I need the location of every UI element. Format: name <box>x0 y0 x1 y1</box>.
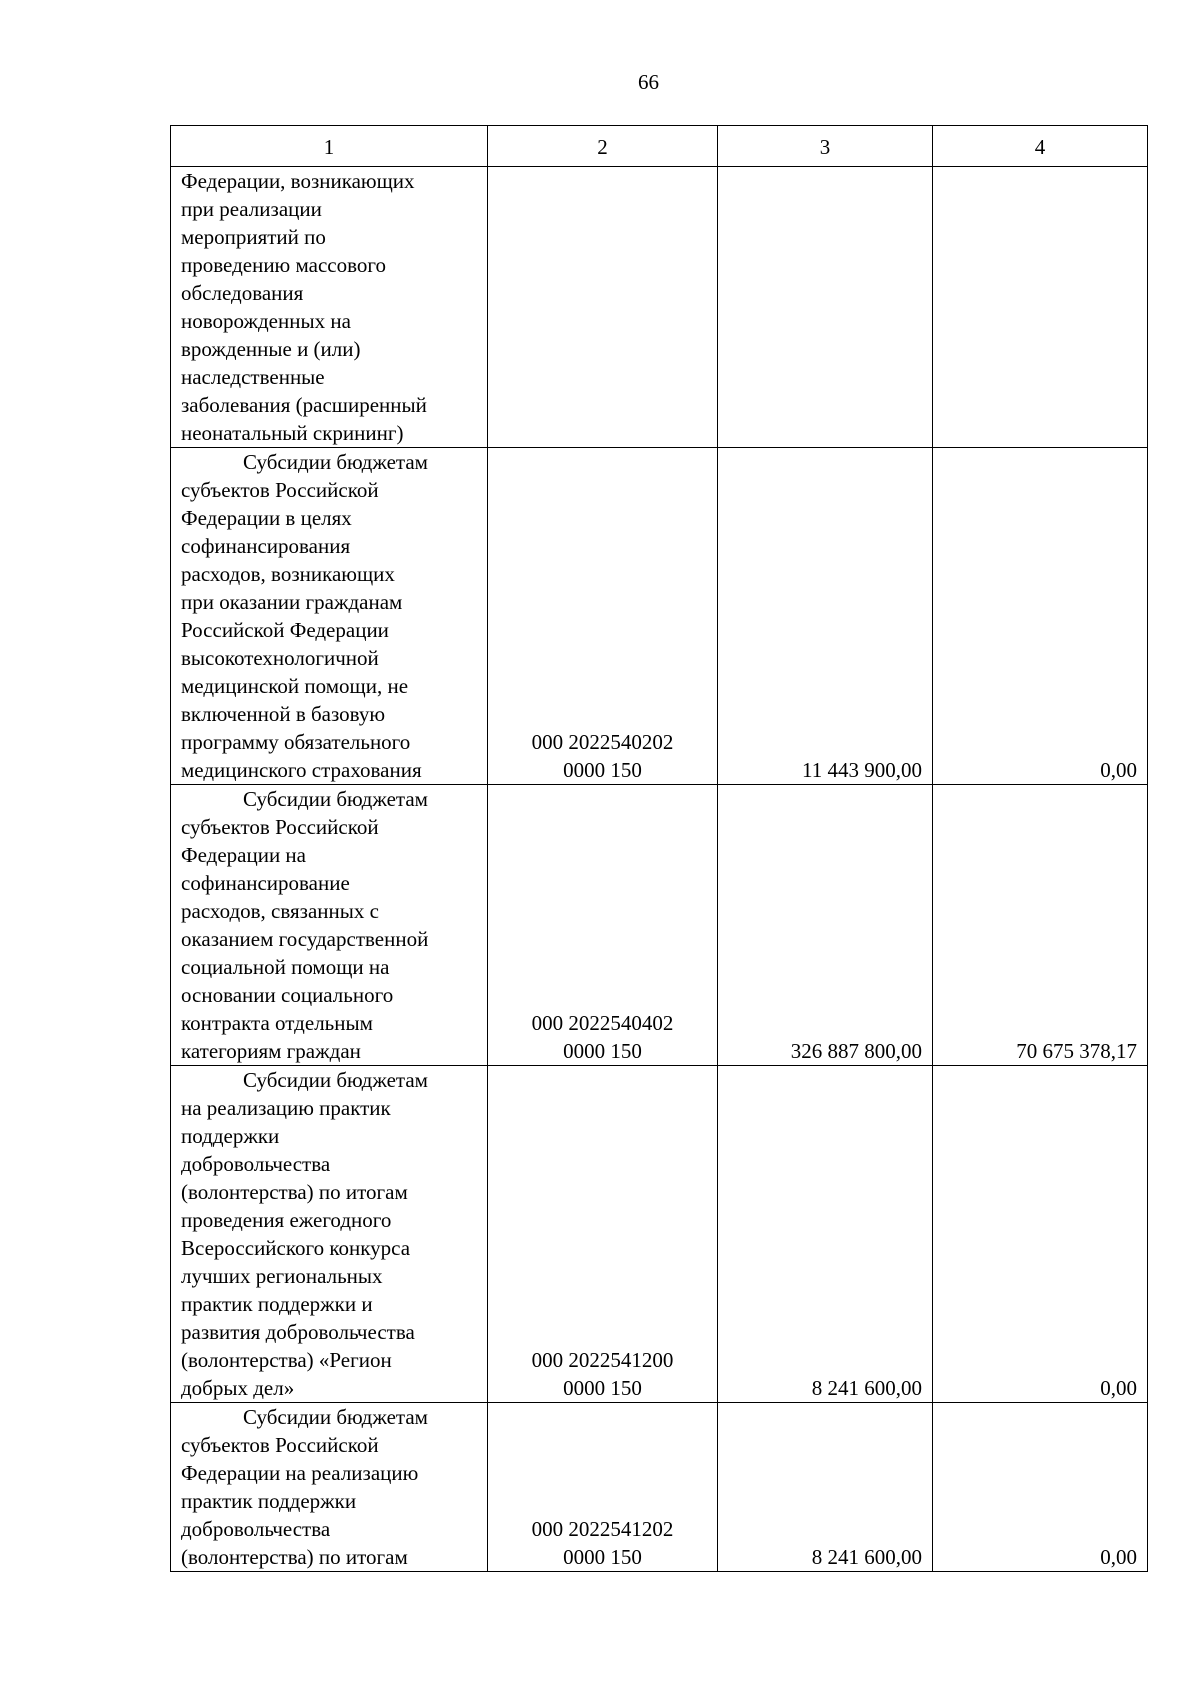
column-header-3: 3 <box>718 126 933 167</box>
row-value-3 <box>718 167 933 448</box>
row-name: Субсидии бюджетам на реализацию практик поддержки добровольчества (волонтерства) по итогам проведения ежегодного Всероссийского конкурса лучших региональных практик поддержки и развития добровольчества (волонтерства) «Регион добрых дел» <box>181 1068 428 1400</box>
table-row <box>171 785 1148 1066</box>
row-value-4: 0,00 <box>933 448 1148 785</box>
budget-table <box>170 125 1148 1572</box>
column-header-4: 4 <box>933 126 1148 167</box>
row-code: 000 2022541202 0000 150 <box>531 1517 674 1569</box>
row-name-cell <box>171 448 488 785</box>
row-code-cell <box>488 1066 718 1403</box>
table-row <box>171 448 1148 785</box>
row-name: Субсидии бюджетам субъектов Российской Федерации на софинансирование расходов, связанных с оказанием государственной социальной помощи на основании социального контракта отдельным категориям граждан <box>181 787 429 1063</box>
table-row <box>171 167 1148 448</box>
column-header-1: 1 <box>171 126 488 167</box>
row-value-3: 8 241 600,00 <box>718 1403 933 1572</box>
row-value-4: 70 675 378,17 <box>933 785 1148 1066</box>
page-number: 66 <box>638 70 659 94</box>
table-header-row <box>171 126 1148 167</box>
row-value-4: 0,00 <box>933 1403 1148 1572</box>
row-code: 000 2022540202 0000 150 <box>531 730 674 782</box>
table-row <box>171 1403 1148 1572</box>
row-value-4: 0,00 <box>933 1066 1148 1403</box>
row-name-cell <box>171 785 488 1066</box>
row-name: Субсидии бюджетам субъектов Российской Федерации на реализацию практик поддержки добровольчества (волонтерства) по итогам <box>181 1405 428 1569</box>
row-name-cell <box>171 1403 488 1572</box>
table-row <box>171 1066 1148 1403</box>
row-code: 000 2022541200 0000 150 <box>531 1348 674 1400</box>
row-name-cell <box>171 1066 488 1403</box>
row-value-3: 326 887 800,00 <box>718 785 933 1066</box>
row-code-cell <box>488 167 718 448</box>
row-value-3: 11 443 900,00 <box>718 448 933 785</box>
row-name-cell <box>171 167 488 448</box>
row-value-3: 8 241 600,00 <box>718 1066 933 1403</box>
row-name: Субсидии бюджетам субъектов Российской Федерации в целях софинансирования расходов, возникающих при оказании гражданам Российской Федерации высокотехнологичной медицинской помощи, не включенной в базовую программу обязательного медицинского страхования <box>181 450 428 782</box>
row-name: Федерации, возникающих при реализации мероприятий по проведению массового обследования новорожденных на врожденные и (или) наследственные заболевания (расширенный неонатальный скрининг) <box>181 169 427 445</box>
row-code: 000 2022540402 0000 150 <box>531 1011 674 1063</box>
row-code-cell <box>488 785 718 1066</box>
row-code-cell <box>488 448 718 785</box>
row-code-cell <box>488 1403 718 1572</box>
row-value-4 <box>933 167 1148 448</box>
column-header-2: 2 <box>488 126 718 167</box>
